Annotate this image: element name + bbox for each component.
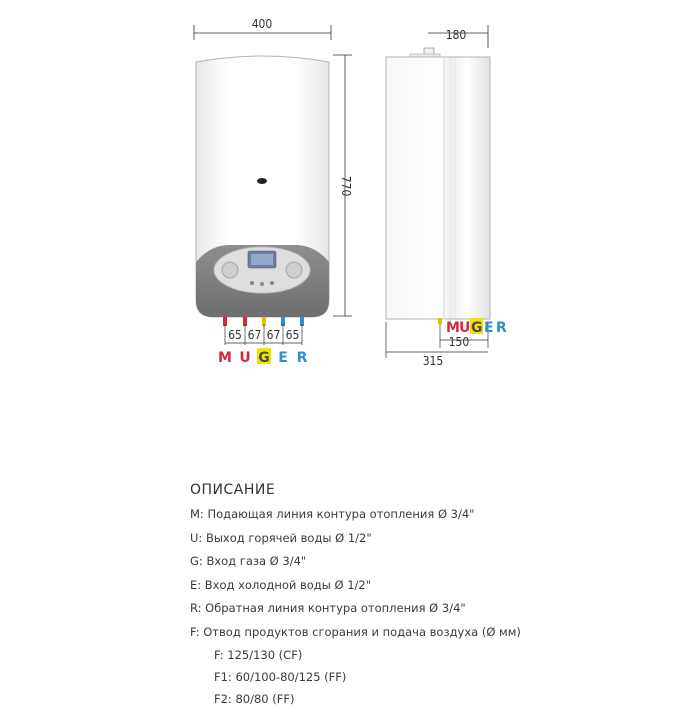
boiler-front-view	[196, 56, 329, 317]
side-depth-label: 180	[445, 28, 467, 42]
side-depth-dimension	[428, 25, 488, 48]
connection-letter-m: M	[218, 350, 232, 366]
pipe-connections	[223, 317, 304, 326]
connection-letter-g: G	[258, 350, 270, 366]
connection-letter-r: R	[496, 320, 507, 336]
boiler-side-view	[386, 48, 490, 324]
side-offset-label: 150	[448, 335, 470, 349]
connection-letter-g: G	[471, 320, 483, 336]
connection-letter-e: E	[278, 350, 288, 366]
front-height-dimension	[333, 55, 353, 316]
legend-item: R: Обратная линия контура отопления Ø 3/4"	[190, 601, 466, 615]
brand-logo-icon	[257, 178, 267, 184]
legend-item: M: Подающая линия контура отопления Ø 3/4"	[190, 507, 475, 521]
spacing-label: 65	[285, 328, 300, 342]
right-knob-icon	[286, 262, 302, 278]
connection-letter-u: U	[239, 350, 251, 366]
connection-letters-side	[446, 318, 507, 336]
side-bottom-label: 315	[422, 354, 444, 368]
legend-item: F: Отвод продуктов сгорания и подача воздуха (Ø мм)	[190, 624, 521, 639]
spacing-label: 67	[247, 328, 262, 342]
spacing-label: 65	[228, 328, 242, 342]
spacing-label: 67	[266, 328, 281, 342]
pipe-spacing-dimension	[225, 324, 302, 345]
connection-letter-r: R	[296, 350, 308, 366]
description-legend	[190, 482, 690, 713]
connection-letter-m: M	[446, 320, 460, 336]
legend-sub-item: F1: 60/100-80/125 (FF)	[214, 670, 347, 684]
legend-item: E: Вход холодной воды Ø 1/2"	[190, 577, 372, 592]
legend-item: U: Выход горячей воды Ø 1/2"	[190, 530, 372, 545]
connection-letter-u: U	[459, 320, 471, 336]
legend-sub-item: F: 125/130 (CF)	[214, 648, 303, 662]
left-knob-icon	[222, 262, 238, 278]
connection-letters-front	[218, 348, 308, 366]
front-height-label: 770	[339, 175, 353, 197]
legend-title: ОПИСАНИЕ	[190, 482, 276, 498]
legend-sub-item: F2: 80/80 (FF)	[214, 692, 295, 706]
front-width-label: 400	[251, 17, 273, 31]
front-width-dimension	[194, 17, 331, 40]
legend-item: G: Вход газа Ø 3/4"	[190, 554, 307, 568]
connection-letter-e: E	[484, 320, 494, 336]
